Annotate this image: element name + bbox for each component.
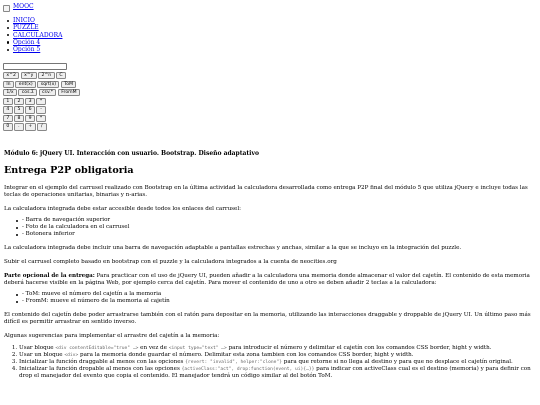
list-item: - Botonera inferior [22, 231, 536, 238]
calculator-key[interactable]: - [36, 106, 46, 113]
list-item: - FromM: mueve el número de la memoria al cajetín [22, 298, 536, 305]
calculator-key[interactable]: . [14, 123, 24, 130]
access-list [4, 217, 536, 238]
calculator-key[interactable]: sqrt(x) [37, 81, 59, 88]
nav-item-inicio [13, 17, 62, 24]
list-item: 1. Usar bloque <div contentEditable="true" …> en vez de <input type="text" …> para introducir el número y delimitar el cajetín con los comandos CSS border, hight y width. [19, 345, 536, 352]
calculator-key-row [3, 98, 81, 105]
calculator-key[interactable]: * [36, 98, 46, 105]
nav-item-calculadora [13, 32, 62, 39]
memory-keys-list [4, 291, 536, 305]
page-title: Entrega P2P obligatoria [4, 164, 134, 176]
list-item: - Barra de navegación superior [22, 217, 536, 224]
nav-item-puzzle [13, 24, 62, 31]
calculator-key[interactable]: x^2 [3, 72, 19, 79]
main-content [4, 150, 536, 380]
paragraph-intro: Integrar en el ejemplo del carrusel realizado con Bootstrap en la última actividad la calculadora desarrollada como entrega P2P final del módulo 5 que utiliza jQuery e incluye todas las teclas de operaciones unitarias, binarias y n-arias. [4, 185, 528, 199]
calculator-key[interactable]: 1 [3, 98, 13, 105]
paragraph-drag: El contenido del cajetín debe poder arrastrarse también con el ratón para depositar en la memoria, utilizando las interacciones draggable y droppable de jQuery UI. Un último paso más difícil es permitir arrastrar en sentido inverso. [4, 312, 531, 326]
paragraph-optional [4, 273, 536, 287]
calculator-key[interactable]: 0 [3, 123, 13, 130]
calculator-key[interactable]: csv.* [39, 89, 57, 96]
nav-link-opcion-4[interactable]: Opción 4 [13, 38, 41, 46]
calculator-key[interactable]: ToM [61, 81, 77, 88]
paragraph-suggestions: Algunas sugerencias para implementar el arrastre del cajetín a la memoria: [4, 333, 220, 340]
calculator-key[interactable]: * [36, 115, 46, 122]
top-navbar [3, 3, 34, 15]
nav-link-inicio[interactable]: INICIO [13, 17, 35, 24]
nav-link-calculadora[interactable]: CALCULADORA [13, 31, 63, 39]
calculator-key[interactable]: 4 [3, 106, 13, 113]
calculator-key[interactable]: 5 [14, 106, 24, 113]
calculator-key[interactable]: 9 [25, 115, 35, 122]
nav-list [13, 17, 62, 53]
module-title: Módulo 6: jQuery UI. Interacción con usuario. Bootstrap. Diseño adaptativo [4, 150, 259, 157]
list-item: 4. Inicializar la función dropable al menos con las opciones {activeClass:"act", drop:function(event, ui){…}} para indicar con activeClass cual es el destino (memoria) y para definir con drop el manejador del evento que copia el contenido. El manejador tendrá un código similar al del botón ToM. [19, 366, 536, 380]
nav-item-opcion-5 [13, 46, 62, 53]
menu-toggle-button[interactable] [3, 5, 10, 12]
calculator-key[interactable]: cos.Σ [18, 89, 37, 96]
calculator-key[interactable]: x^y [21, 72, 37, 79]
calculator-key-row [3, 81, 81, 88]
calculator-key[interactable]: 6 [25, 106, 35, 113]
calculator-key[interactable]: 1/x [3, 89, 17, 96]
calculator-key[interactable]: 8 [14, 115, 24, 122]
list-item: - ToM: mueve el número del cajetín a la memoria [22, 291, 536, 298]
paragraph-navbar: La calculadora integrada debe incluir una barra de navegación adaptable a pantallas estrechas y anchas, similar a la que se incluyo en la integración del puzzle. [4, 245, 462, 252]
calculator-key[interactable]: C [56, 72, 66, 79]
paragraph-upload: Subir el carrusel completo basado en bootstrap con el puzzle y la calculadora integrados a la cuenta de neocities.org [4, 259, 337, 266]
calculator-key-row [3, 123, 81, 130]
calculator-key[interactable]: + [25, 123, 36, 130]
calculator-key[interactable]: ent(x) [15, 81, 36, 88]
list-item: 2. Usar un bloque <div> para la memoria donde guardar el número. Delimitar esta zona tambien con los comandos CSS border, hight y width. [19, 352, 536, 359]
calculator-key[interactable]: 3 [25, 98, 35, 105]
suggestions-list [4, 345, 536, 380]
optional-label: Parte opcional de la entrega: [4, 273, 95, 280]
calculator-key-row [3, 106, 81, 113]
calculator-key-row [3, 115, 81, 122]
calculator-key[interactable]: 7 [3, 115, 13, 122]
calculator-key-row [3, 89, 81, 96]
calculator-keypad [3, 72, 81, 131]
nav-link-opcion-5[interactable]: Opción 5 [13, 46, 41, 54]
nav-link-puzzle[interactable]: PUZZLE [13, 24, 39, 32]
calculator-key-row [3, 72, 81, 79]
calculator-display[interactable] [3, 63, 67, 70]
nav-item-opcion-4 [13, 39, 62, 46]
brand-link[interactable]: MOOC [13, 3, 34, 10]
calculator-key[interactable]: / [37, 123, 47, 130]
paragraph-access: La calculadora integrada debe estar accesible desde todos los enlaces del carrusel: [4, 206, 242, 213]
list-item: 3. Inicializar la función draggable al menos con las opciones {revert: "invalid", helper:"clone"} para que retorne si no llega al destino y para que no desplace el cajetín original. [19, 359, 536, 366]
optional-text: Para practicar con el uso de jQuery UI, pueden añadir a la calculadora una memoria donde almacenar el valor del cajetín. El contenido de esta memoria deberá hacerse visible en la página Web, por ejemplo cerca del cajetín. Para mover el contenido de uno a otro se deben añadir 2 teclas a la calculadora: [4, 273, 530, 287]
calculator-key[interactable]: ln [3, 81, 14, 88]
calculator [3, 63, 81, 132]
list-item: - Foto de la calculadora en el carrusel [22, 224, 536, 231]
calculator-key[interactable]: FromM [58, 89, 80, 96]
calculator-key[interactable]: 2 [14, 98, 24, 105]
calculator-key[interactable]: 2^n [38, 72, 54, 79]
